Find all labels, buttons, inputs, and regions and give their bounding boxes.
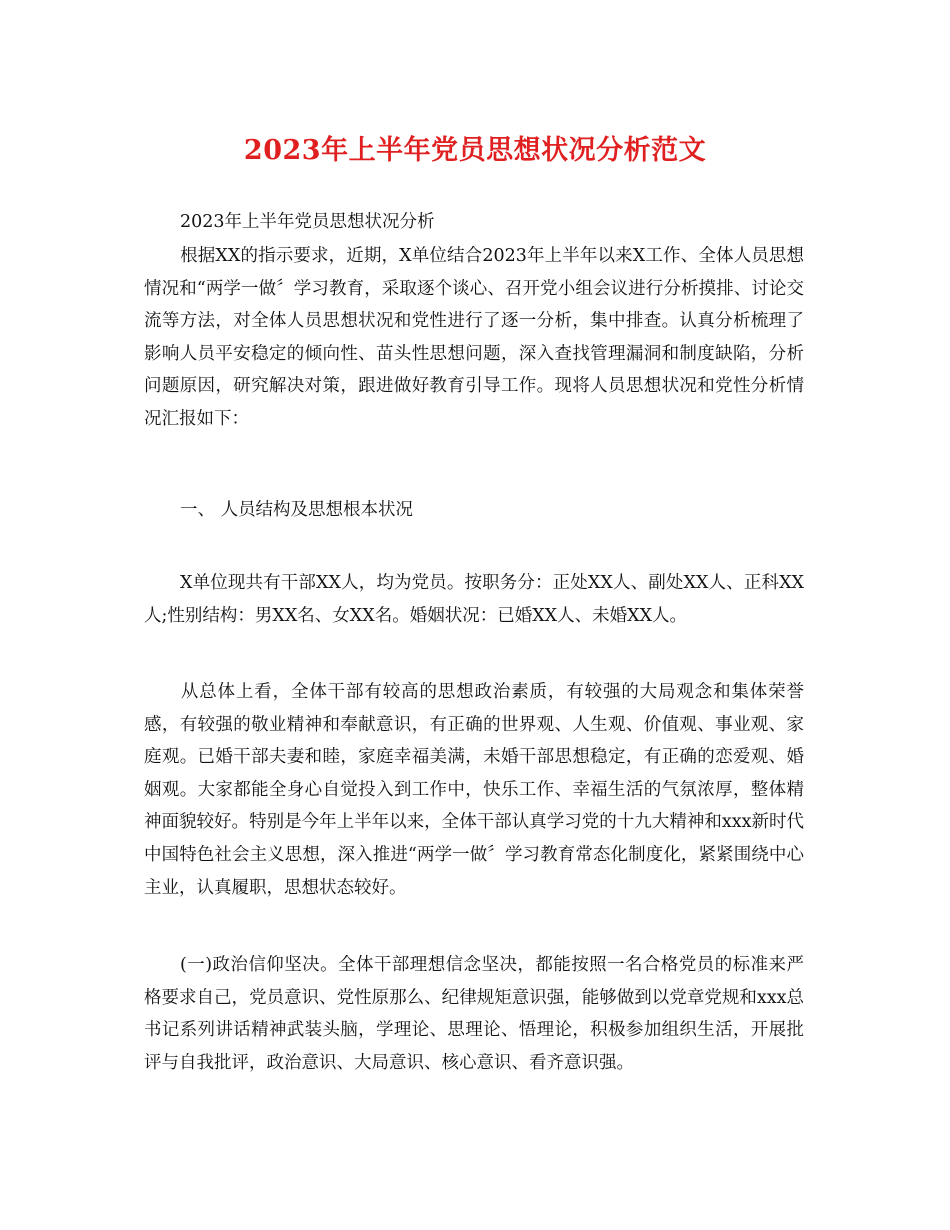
political-text: (一)政治信仰坚决。全体干部理想信念坚决，都能按照一名合格党员的标准来严格要求自己，党员意识、党性原那么、纪律规矩意识强，能够做到以党章党规和xxx总书记系列讲话精神武装头脑，学理论、思理论、悟理论，积极参加组织生活，开展批评与自我批评，政治意识、大局意识、核心意识、看齐意识强。 xyxy=(144,955,804,1073)
subtitle: 2023年上半年党员思想状况分析 xyxy=(180,212,435,232)
intro-text: 根据XX的指示要求，近期，X单位结合2023年上半年以来X工作、全体人员思想情况和“两学一做〞学习教育，采取逐个谈心、召开党小组会议进行分析摸排、讨论交流等方法，对全体人员思想状况和党性进行了逐一分析，集中排查。认真分析梳理了影响人员平安稳定的倾向性、苗头性思想问题，深入查找管理漏洞和制度缺陷，分析问题原因，研究解决对策，跟进做好教育引导工作。现将人员思想状况和党性分析情况汇报如下： xyxy=(144,246,804,429)
overall-text: 从总体上看，全体干部有较高的思想政治素质，有较强的大局观念和集体荣誉感，有较强的敬业精神和奉献意识，有正确的世界观、人生观、价值观、事业观、家庭观。已婚干部夫妻和睦，家庭幸福美满，未婚干部思想稳定，有正确的恋爱观、婚姻观。大家都能全身心自觉投入到工作中，快乐工作、幸福生活的气氛浓厚，整体精神面貌较好。特别是今年上半年以来，全体干部认真学习党的十九大精神和xxx新时代中国特色社会主义思想，深入推进“两学一做〞学习教育常态化制度化，紧紧围绕中心主业，认真履职，思想状态较好。 xyxy=(144,682,804,898)
section-heading: 一、 人员结构及思想根本状况 xyxy=(180,500,414,520)
document-title: 2023年上半年党员思想状况分析范文 xyxy=(243,135,707,166)
structure-text: X单位现共有干部XX人，均为党员。按职务分：正处XX人、副处XX人、正科XX人;性别结构：男XX名、女XX名。婚姻状况：已婚XX人、未婚XX人。 xyxy=(144,573,804,626)
overall-paragraph xyxy=(144,676,804,904)
structure-paragraph xyxy=(144,567,804,632)
political-paragraph xyxy=(144,949,804,1079)
intro-paragraph xyxy=(144,240,804,436)
